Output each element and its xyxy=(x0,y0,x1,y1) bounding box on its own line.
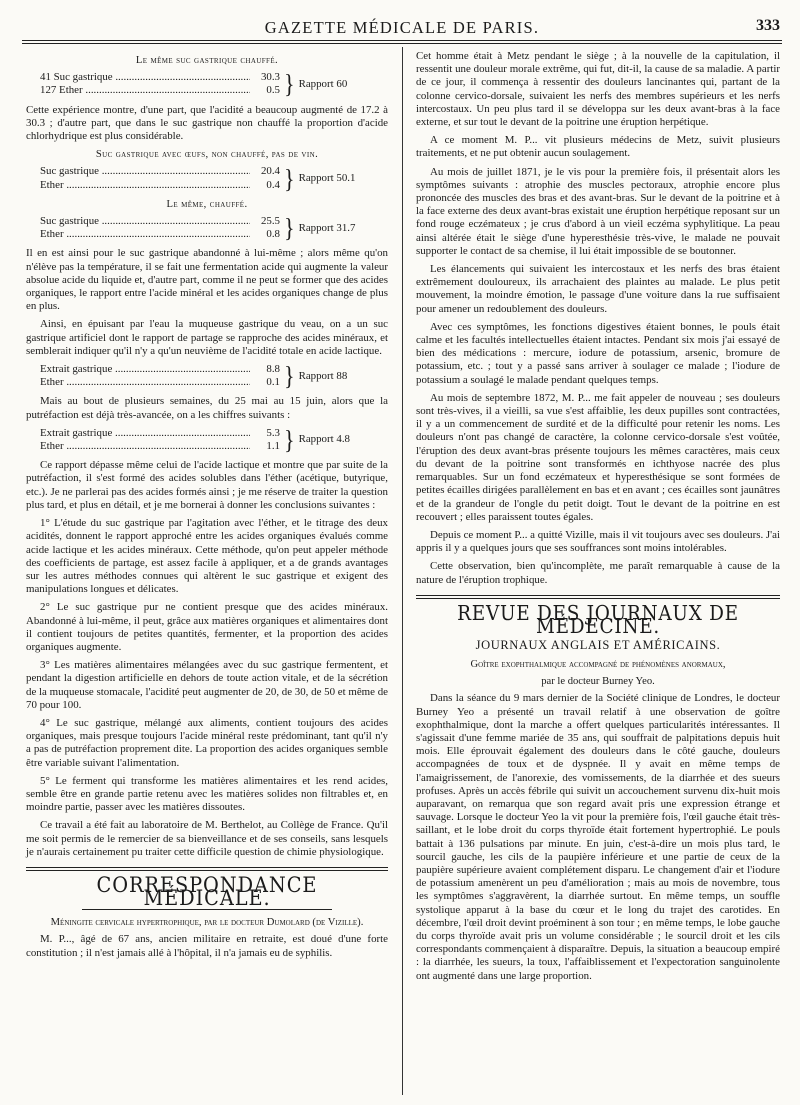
table-label: Suc gastrique ..... xyxy=(40,165,250,178)
paragraph: Au mois de juillet 1871, je le vis pour la première fois, il présentait alors les symptômes suivants : atrophie des muscles pectoraux, atrophie encore plus prononcée des muscles des bras et des avant-bras. Sur le devant de la poitrine et à la face externe des deux avant-bras existait une éruption herpétique reposant sur un fond rouge eczémateux ; je crus d'abord à un vieil eczéma syphylitique. La peau ainsi altérée était le siège d'une hyperesthésie très-vive, le malade ne pouvait supporter le contact de sa chemise, il lui était impossible de se boutonner. xyxy=(416,165,780,257)
ratio-table xyxy=(40,68,388,99)
ratio-value: Rapport 31.7 xyxy=(298,221,356,234)
table-label: 41 Suc gastrique ..... xyxy=(40,71,250,84)
table-value: 25.5 xyxy=(260,215,280,228)
article-title: Goître exophthalmique accompagné de phénomènes anormaux, xyxy=(470,659,726,671)
table-heading: Suc gastrique avec œufs, non chauffé, pas de vin. xyxy=(95,149,319,161)
brace: } xyxy=(284,360,295,391)
ratio-value: Rapport 50.1 xyxy=(298,172,356,185)
section-rule-thin xyxy=(416,598,780,599)
paragraph: Cet homme était à Metz pendant le siège ; à la nouvelle de la capitulation, il ressentit une douleur morale extrême, qui fut, dit-il, la cause de sa maladie. A partir de ce jour, il commença à ressentir des douleurs lancinantes qui, partant de la colonne cervico-dorsale, suivaient les nerfs des membres supérieurs et les nerfs intercostaux. Un peu plus tard il se développa sur les deux avant-bras à la face externe, et sur tout le devant de la poitrine une éruption herpétique. xyxy=(416,50,780,129)
paragraph: Avec ces symptômes, les fonctions digestives étaient bonnes, le pouls était calme et les facultés intellectuelles étaient intactes. Pendant six mois j'ai essayé de bien des médications : mercure, iodure de potassium, arsenic, bromure de potassium, etc. ; tout y a passé sans arriver à soulager ce malade ; l'iodure de potassium a soulagé le malade pendant quelques temps. xyxy=(416,320,780,386)
ratio-value: Rapport 88 xyxy=(298,369,348,382)
conclusion-1: 1° L'étude du suc gastrique par l'agitation avec l'éther, et le titrage des deux acidités, donnent le rapport approché entre les acides organiques évalués comme acide lactique et les acides minéraux. Cette méthode, qu'on peut appeler méthode des coefficients de partage, est assez facile à appliquer, et a de grands avantages sur les autres méthodes connues qui altèrent le suc gastrique et exigent des manipulations longues et délicates. xyxy=(26,517,388,596)
paragraph: M. P..., âgé de 67 ans, ancien militaire en retraite, est doué d'une forte constitution ; il n'est jamais allé à l'hôpital, il n'a jamais eu de syphilis. xyxy=(26,933,388,959)
paragraph: Il en est ainsi pour le suc gastrique abandonné à lui-même ; alors même qu'on n'élève pas la température, il se fait une fermentation acide qui augmente la valeur absolue acide du liquide et, d'autre part, comme il ne peut se former que des acides organiques, le rapport entre l'acide minéral et les acides organiques change de plus en plus. xyxy=(26,247,388,313)
paragraph: Au mois de septembre 1872, M. P... me fait appeler de nouveau ; ses douleurs sont très-vives, il a vieilli, sa vue s'est affaiblie, les deux pupilles sont contractées, il y a un commencement de surdité et de la difficulté pour retenir les noms. Les douleurs n'ont pas changé de caractère, la colonne cervico-dorsale s'est voûtée, l'éruption des deux avant-bras présente toujours les mêmes caractères, mais ceux du devant de la poitrine sont transformés en ichthyose nacrée des plus remarquables. Sur un fond eczémateux et hyperesthésique se sont formées de petites écailles dirigées parallèlement en bas et en avant ; ces écailles sont jaunâtres et de la grandeur de l'ongle du petit doigt. Tout le devant de la poitrine en est recouvert ; elles paraissent toutes égales. xyxy=(416,391,780,523)
conclusion-3: 3° Les matières alimentaires mélangées avec du suc gastrique fermentent, et pendant la digestion artificielle en dehors de toute action vitale, et de la sécrétion de la muqueuse stomacale, l'acidité peut augmenter de 20, de 30, de 50 et même de 70 pour 100. xyxy=(26,659,388,711)
right-column xyxy=(416,50,780,988)
table-value: 0.8 xyxy=(266,228,280,241)
table-value: 0.1 xyxy=(266,376,280,389)
paragraph: Ce rapport dépasse même celui de l'acide lactique et montre que par suite de la putréfaction, il s'est formé des acides solubles dans l'éther (acétique, butyrique, etc.). Je ne parlerai pas des acides formés ainsi ; je me réserve de traiter la question plus tard, et plus en détail, et je me bornerai à donner les conclusions suivantes : xyxy=(26,459,388,511)
article-author: par le docteur Burney Yeo. xyxy=(541,676,655,688)
section-title: CORRESPONDANCE MÉDICALE. xyxy=(96,872,318,911)
section-rule xyxy=(26,867,388,868)
table-label: Extrait gastrique ..... xyxy=(40,427,250,440)
page-header xyxy=(22,14,782,40)
table-value: 8.8 xyxy=(266,363,280,376)
ratio-table xyxy=(40,360,388,391)
article-title: Méningite cervicale hypertrophique, par le docteur Dumolard (de Vizille). xyxy=(50,917,364,929)
table-label: Suc gastrique ..... xyxy=(40,215,250,228)
ratio-table xyxy=(40,212,388,243)
paragraph: Dans la séance du 9 mars dernier de la Société clinique de Londres, le docteur Burney Yeo a présenté un travail relatif à une observation de goître exophthalmique, dont la marche a offert quelques particularités intéressantes. Il s'agissait d'une femme mariée de 35 ans, qui souffrait de palpitations depuis huit mois. Elle éprouvait également des douleurs dans le côté gauche, douleurs accompagnées de toux et de dyspnée. Il y avait en même temps de l'amaigrissement, de l'anorexie, des vomissements, de la diarrhée et des sueurs profuses. Après un accès fébrile qui suivit un accouchement survenu dix-huit mois auparavant, on remarqua que son regard avait pris une expression étrange et sauvage. Lorsque le docteur Yeo la vit pour la première fois, l'œil gauche était très-saillant, et le lobe droit du corps thyroïde était fortement hypertrophié. Le pouls battait à 136 pulsations par minute. En juin, c'est-à-dire un mois plus tard, le sourcil gauche, les cils de la paupière inférieure et une partie de ceux de la paupière supérieure avaient complétement disparu. Le changement d'air et l'iodure de potassium amenèrent un peu d'amélioration ; mais au mois de novembre, tous les symptômes s'aggravèrent, la diarrhée surtout. En même temps, un souffle systolique apparut à la base du cœur et le long du trajet des carotides. En décembre, l'œil droit devint proéminent à son tour ; en même temps, le lobe gauche du corps thyroïde avait pris un volume considérable ; le sourcil droit et les cils correspondants commençaient à disparaître. Depuis, la situation a beaucoup empiré : la diarrhée, les sueurs, la toux, l'affaiblissement et l'expectoration sanguinolente ont augmenté dans une large proportion. xyxy=(416,692,780,982)
table-heading: Le même suc gastrique chauffé. xyxy=(135,55,279,66)
paragraph: Mais au bout de plusieurs semaines, du 25 mai au 15 juin, alors que la putréfaction est déjà très-avancée, on a les chiffres suivants : xyxy=(26,395,388,421)
brace: } xyxy=(284,68,295,99)
paragraph: Cette expérience montre, d'une part, que l'acidité a beaucoup augmenté de 17.2 à 30.3 ; d'autre part, que dans le suc gastrique non chauffé la proportion d'acide chlorhydrique est plus considérable. xyxy=(26,103,388,143)
table-label: Ether ..... xyxy=(40,376,250,389)
table-value: 5.3 xyxy=(266,426,280,439)
section-rule-thin xyxy=(26,870,388,871)
table-heading: Le même, chauffé. xyxy=(166,198,248,210)
table-value: 30.3 xyxy=(260,71,280,84)
conclusion-4: 4° Le suc gastrique, mélangé aux aliments, contient toujours des acides organiques, mais presque toujours l'acide minéral reste prédominant, tant qu'il n'y a pas de putréfaction proprement dite. La proportion des acides organiques semble être variable suivant l'alimentation. xyxy=(26,716,388,769)
paragraph: A ce moment M. P... vit plusieurs médecins de Metz, suivit plusieurs traitements, et ne put obtenir aucun soulagement. xyxy=(416,134,780,160)
subsection-title: JOURNAUX ANGLAIS ET AMÉRICAINS. xyxy=(475,638,721,653)
table-value: 1.1 xyxy=(266,440,280,453)
table-value: 0.5 xyxy=(266,84,280,97)
ratio-table xyxy=(40,424,388,455)
table-label: Extrait gastrique ..... xyxy=(40,363,250,376)
paragraph: Ainsi, en épuisant par l'eau la muqueuse gastrique du veau, on a un suc gastrique artificiel dont le rapport de partage se rapproche des acides minéraux, et semblerait indiquer qu'il n'y a qu'un neuvième de l'acidité totale en acide lactique. xyxy=(26,318,388,357)
journal-title: GAZETTE MÉDICALE DE PARIS. xyxy=(264,18,540,37)
ratio-value: Rapport 60 xyxy=(298,77,348,90)
paragraph: Depuis ce moment P... a quitté Vizille, mais il vit toujours avec ses douleurs. J'ai appris il y a quelques jours que ses souffrances sont moins intolérables. xyxy=(416,528,780,555)
brace: } xyxy=(284,424,295,455)
section-title: REVUE DES JOURNAUX DE MÉDECINE. xyxy=(457,600,739,638)
paragraph: Les élancements qui suivaient les intercostaux et les nerfs des bras étaient extrêmement douloureux, ils arrachaient des plaintes au malade. Le plus petit mouvement, la moindre émotion, le passage d'une voiture dans la rue suffisaient pour amener un redoublement des douleurs. xyxy=(416,263,780,315)
header-rule-thin xyxy=(22,43,782,44)
table-label: Ether ..... xyxy=(40,228,250,241)
left-column xyxy=(26,50,388,965)
table-label: Ether ..... xyxy=(40,179,250,192)
table-value: 20.4 xyxy=(260,165,280,178)
brace: } xyxy=(284,212,295,243)
ratio-table xyxy=(40,163,388,194)
table-label: Ether ..... xyxy=(40,440,250,453)
table-label: 127 Ether ..... xyxy=(40,84,250,97)
conclusion-5: 5° Le ferment qui transforme les matières alimentaires et les rend acides, semble être en grande partie retenu avec les matières solides non filtrables et, en moindre partie, passer avec les matières dissoutes. xyxy=(26,774,388,814)
table-value: 0.4 xyxy=(266,178,280,191)
ratio-value: Rapport 4.8 xyxy=(298,433,350,446)
section-rule xyxy=(416,595,780,596)
page-number: 333 xyxy=(756,17,780,34)
column-separator xyxy=(402,47,403,1095)
conclusion-2: 2° Le suc gastrique pur ne contient presque que des acides minéraux. Abandonné à lui-même, il peut, grâce aux matières organiques et alimentaires dont il contient toujours de petites quantités, fermenter, et la proportion des acides organiques augmente. xyxy=(26,601,388,653)
paragraph: Ce travail a été fait au laboratoire de M. Berthelot, au Collège de France. Qu'il me soit permis de le remercier de sa bienveillance et de ses conseils, sans lesquels je n'aurais certainement pu traiter cette difficile question de chimie physiologique. xyxy=(26,819,388,858)
header-rule xyxy=(22,40,782,41)
paragraph: Cette observation, bien qu'incomplète, me paraît remarquable à cause de la nature de l'éruption trophique. xyxy=(416,560,780,586)
brace: } xyxy=(284,163,295,194)
